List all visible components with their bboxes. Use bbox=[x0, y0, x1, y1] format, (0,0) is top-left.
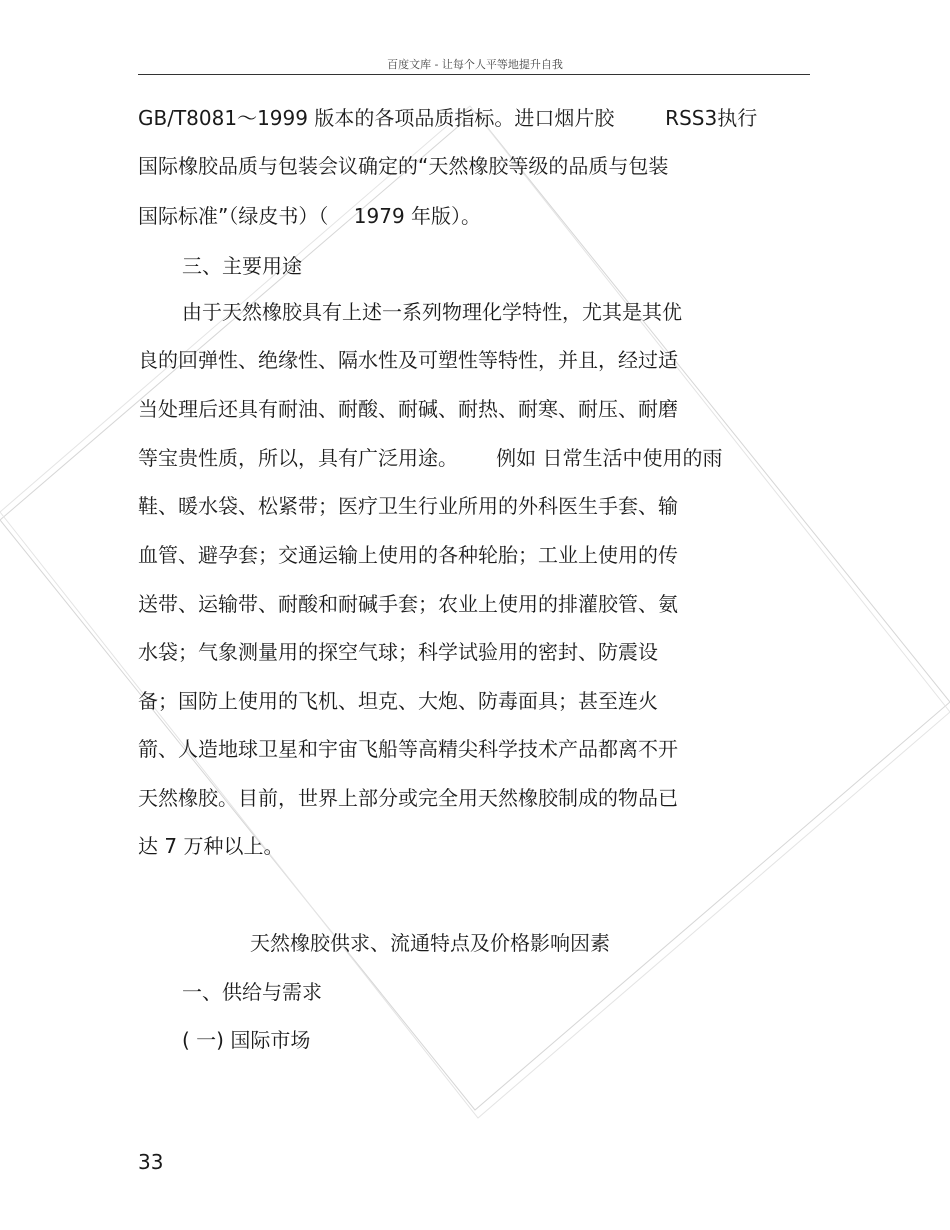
header-rule bbox=[138, 74, 810, 75]
paragraph-line: 送带、运输带、耐酸和耐碱手套；农业上使用的排灌胶管、氨 bbox=[138, 592, 678, 616]
paragraph-line: 等宝贵性质，所以，具有广泛用途。 例如 日常生活中使用的雨 bbox=[138, 446, 723, 470]
paragraph-line: GB/T8081～1999 版本的各项品质指标。进口烟片胶 RSS3执行 bbox=[138, 106, 758, 130]
paragraph-line: 水袋；气象测量用的探空气球；科学试验用的密封、防震设 bbox=[138, 640, 658, 664]
paragraph-line: 国际标准”（绿皮书）（ 1979 年版）。 bbox=[138, 204, 482, 228]
paragraph-line: 箭、人造地球卫星和宇宙飞船等高精尖科学技术产品都离不开 bbox=[138, 737, 678, 761]
paragraph-line: 国际橡胶品质与包装会议确定的“天然橡胶等级的品质与包装 bbox=[138, 154, 669, 178]
section-heading: 三、主要用途 bbox=[182, 254, 302, 278]
section-title: 天然橡胶供求、流通特点及价格影响因素 bbox=[250, 931, 610, 955]
subheading: ( 一) 国际市场 bbox=[182, 1028, 311, 1052]
page-number: 33 bbox=[138, 1150, 164, 1174]
paragraph-line: 达 7 万种以上。 bbox=[138, 834, 284, 858]
paragraph-line: 鞋、暖水袋、松紧带；医疗卫生行业所用的外科医生手套、输 bbox=[138, 494, 678, 518]
subheading: 一、供给与需求 bbox=[182, 980, 322, 1004]
paragraph-line: 由于天然橡胶具有上述一系列物理化学特性，尤其是其优 bbox=[182, 300, 682, 324]
paragraph-line: 天然橡胶。目前，世界上部分或完全用天然橡胶制成的物品已 bbox=[138, 786, 678, 810]
paragraph-line: 当处理后还具有耐油、耐酸、耐碱、耐热、耐寒、耐压、耐磨 bbox=[138, 397, 678, 421]
paragraph-line: 备；国防上使用的飞机、坦克、大炮、防毒面具；甚至连火 bbox=[138, 689, 658, 713]
paragraph-line: 血管、避孕套；交通运输上使用的各种轮胎；工业上使用的传 bbox=[138, 543, 678, 567]
page-header: 百度文库 - 让每个人平等地提升自我 bbox=[387, 58, 563, 71]
paragraph-line: 良的回弹性、绝缘性、隔水性及可塑性等特性，并且，经过适 bbox=[138, 348, 678, 372]
